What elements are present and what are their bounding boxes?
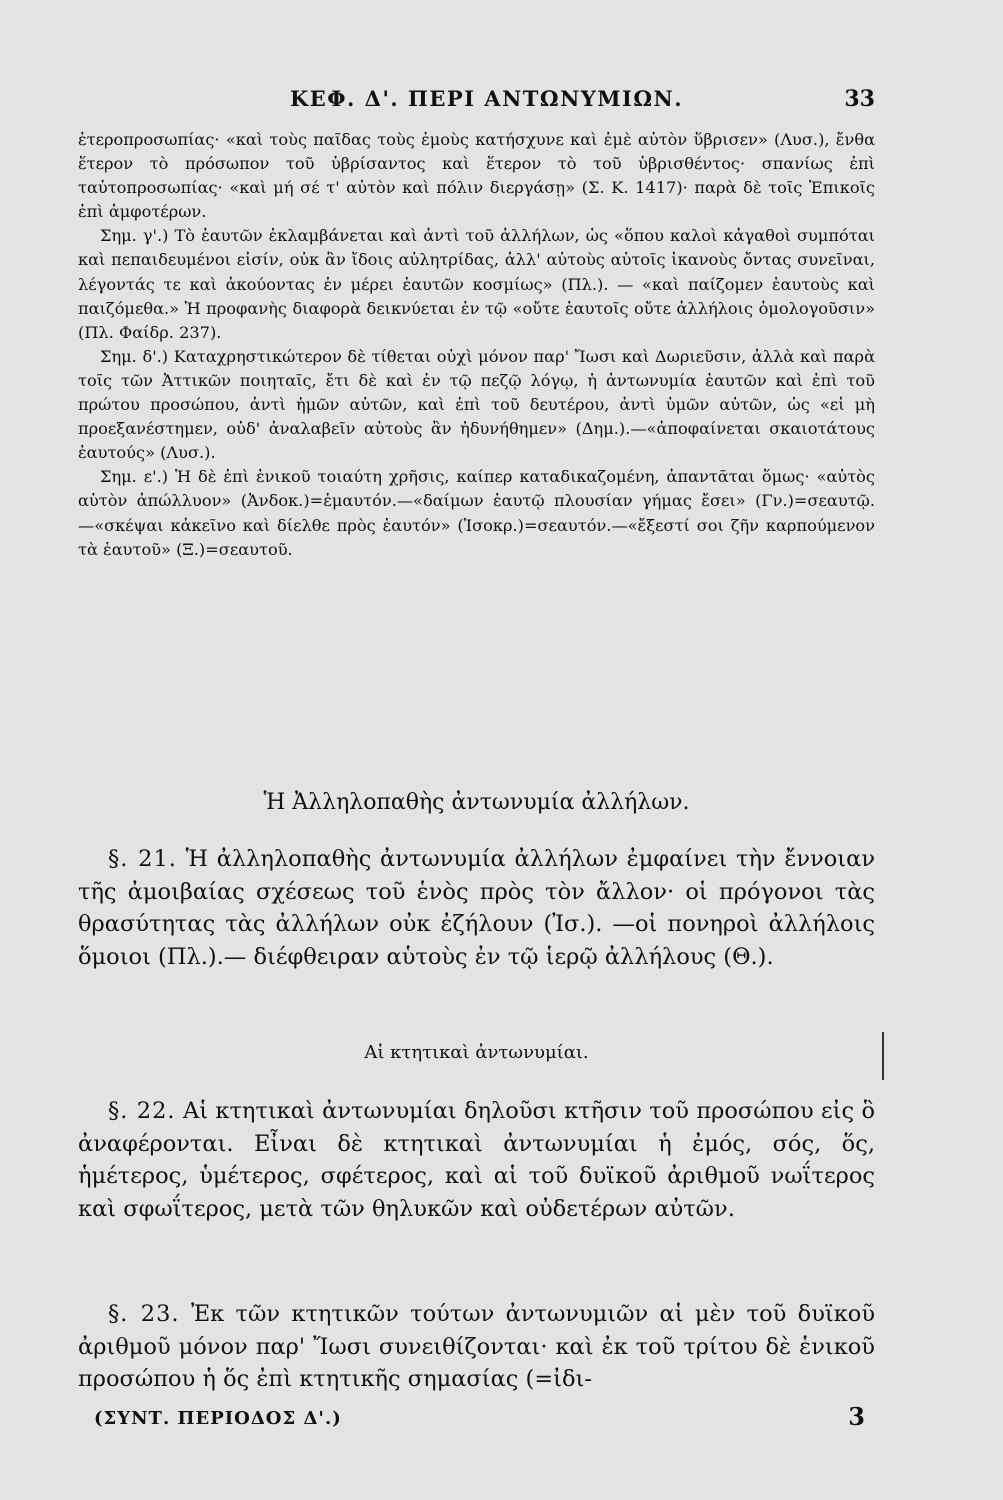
note-gamma: Σημ. γ'.) Τὸ ἑαυτῶν ἐκλαμβάνεται καὶ ἀντὶ τοῦ ἀλλήλων, ὡς «ὅπου καλοὶ κἀγαθοὶ συμπόται καὶ πεπαιδευμένοι εἰσίν, οὐκ ἂν ἴδοις αὐλητρίδας, ἀλλ' αὐτοὺς αὑτοῖς ἱκανοὺς ὄντας συνεῖναι, λέγοντάς τε καὶ ἀκούοντας ἐν μέρει ἑαυτῶν κοσμίως» (Πλ.). — «καὶ παίζομεν ἑαυτοὺς καὶ παιζόμεθα.» Ἡ προφανὴς διαφορὰ δεικνύεται ἐν τῷ «οὔτε ἑαυτοῖς οὔτε ἀλλήλοις ὁμολογοῦσιν» (Πλ. Φαίδρ. 237). [78, 226, 875, 342]
section-23-number: §. 23. [108, 1301, 180, 1327]
note-delta: Σημ. δ'.) Καταχρηστικώτερον δὲ τίθεται οὐχὶ μόνον παρ' Ἴωσι καὶ Δωριεῦσιν, ἀλλὰ καὶ παρὰ τοῖς τῶν Ἀττικῶν ποιηταῖς, ἔτι δὲ καὶ ἐν τῷ πεζῷ λόγῳ, ἡ ἀντωνυμία ἑαυτῶν καὶ ἐπὶ τοῦ πρώτου προσώπου, ἀντὶ ἡμῶν αὐτῶν, καὶ ἐπὶ τοῦ δευτέρου, ἀντὶ ὑμῶν αὐτῶν, ὡς «εἰ μὴ προεξανέστημεν, οὐδ' ἀναλαβεῖν αὑτοὺς ἂν ἠδυνήθημεν» (Δημ.).—«ἀποφαίνεται σκαιοτάτους ἑαυτούς» (Λυσ.). [78, 346, 875, 463]
page-number: 33 [844, 86, 875, 112]
section-23-text: Ἐκ τῶν κτητικῶν τούτων ἀντωνυμιῶν αἱ μὲν τοῦ δυϊκοῦ ἀριθμοῦ μόνον παρ' Ἴωσι συνειθίζονται· καὶ ἐκ τοῦ τρίτου δὲ ἑνικοῦ προσώπου ἡ ὅς ἐπὶ κτητικῆς σημασίας (=ἰδι- [78, 1301, 875, 1393]
section-22-number: §. 22. [108, 1098, 176, 1124]
page-footer [78, 1402, 875, 1438]
heading-reciprocal-pronoun: Ἡ Ἀλληλοπαθὴς ἀντωνυμία ἀλλήλων. [263, 790, 690, 815]
running-head [78, 80, 875, 120]
section-22-text: Αἱ κτητικαὶ ἀντωνυμίαι δηλοῦσι κτῆσιν τοῦ προσώπου εἰς ὃ ἀναφέρονται. Εἶναι δὲ κτητικαὶ ἀντωνυμίαι ἡ ἐμός, σός, ὅς, ἡμέτερος, ὑμέτερος, σφέτερος, καὶ αἱ τοῦ δυϊκοῦ ἀριθμοῦ νωΐτερος καὶ σφωΐτερος, μετὰ τῶν θηλυκῶν καὶ οὐδετέρων αὐτῶν. [78, 1098, 876, 1222]
intro-paragraph: ἑτεροπροσωπίας· «καὶ τοὺς παῖδας τοὺς ἐμοὺς κατήσχυνε καὶ ἐμὲ αὐτὸν ὕβρισεν» (Λυσ.), ἔνθα ἕτερον τὸ πρόσωπον τοῦ ὑβρίσαντος καὶ ἕτερον τὸ τοῦ ὑβρισθέντος· σπανίως ἐπὶ ταὐτοπροσωπίας· «καὶ μή σέ τ' αὐτὸν καὶ πόλιν διεργάσῃ» (Σ. Κ. 1417)· παρὰ δὲ τοῖς Ἐπικοῖς ἐπὶ ἀμφοτέρων. [78, 130, 875, 222]
printer-signature: (ΣΥΝΤ. ΠΕΡΙΟΔΟΣ Δ'.) [94, 1408, 342, 1429]
heading-possessive-pronouns: Αἱ κτητικαὶ ἀντωνυμίαι. [364, 1042, 589, 1063]
section-21-number: §. 21. [108, 846, 177, 872]
sheet-number: 3 [848, 1402, 865, 1431]
section-21-text: Ἡ ἀλληλοπαθὴς ἀντωνυμία ἀλλήλων ἐμφαίνει τὴν ἔννοιαν τῆς ἀμοιβαίας σχέσεως τοῦ ἑνὸς πρὸς τὸν ἄλλον· οἱ πρόγονοι τὰς θρασύτητας τὰς ἀλλήλων οὐκ ἐζήλουν (Ἰσ.). —οἱ πονηροὶ ἀλλήλοις ὅμοιοι (Πλ.).— διέφθειραν αὑτοὺς ἐν τῷ ἱερῷ ἀλλήλους (Θ.). [78, 846, 876, 970]
section-21 [78, 843, 875, 973]
chapter-title: ΚΕΦ. Δ'. ΠΕΡΙ ΑΝΤΩΝΥΜΙΩΝ. [290, 86, 684, 111]
note-epsilon: Σημ. ε'.) Ἡ δὲ ἐπὶ ἑνικοῦ τοιαύτη χρῆσις, καίπερ καταδικαζομένη, ἀπαντᾶται ὅμως· «αὐτὸς αὑτὸν ἀπώλλυον» (Ἀνδοκ.)=ἐμαυτόν.—«δαίμων ἑαυτῷ πλουσίαν γήμας ἔσει» (Γν.)=σεαυτῷ.—«σκέψαι κἀκεῖνο καὶ δίελθε πρὸς ἑαυτόν» (Ἰσοκρ.)=σεαυτόν.—«ἔξεστί σοι ζῆν καρπούμενον τὰ ἑαυτοῦ» (Ξ.)=σεαυτοῦ. [78, 467, 875, 559]
margin-mark [882, 1032, 884, 1080]
notes-block [78, 128, 875, 562]
section-23 [78, 1298, 875, 1396]
section-22 [78, 1095, 875, 1225]
